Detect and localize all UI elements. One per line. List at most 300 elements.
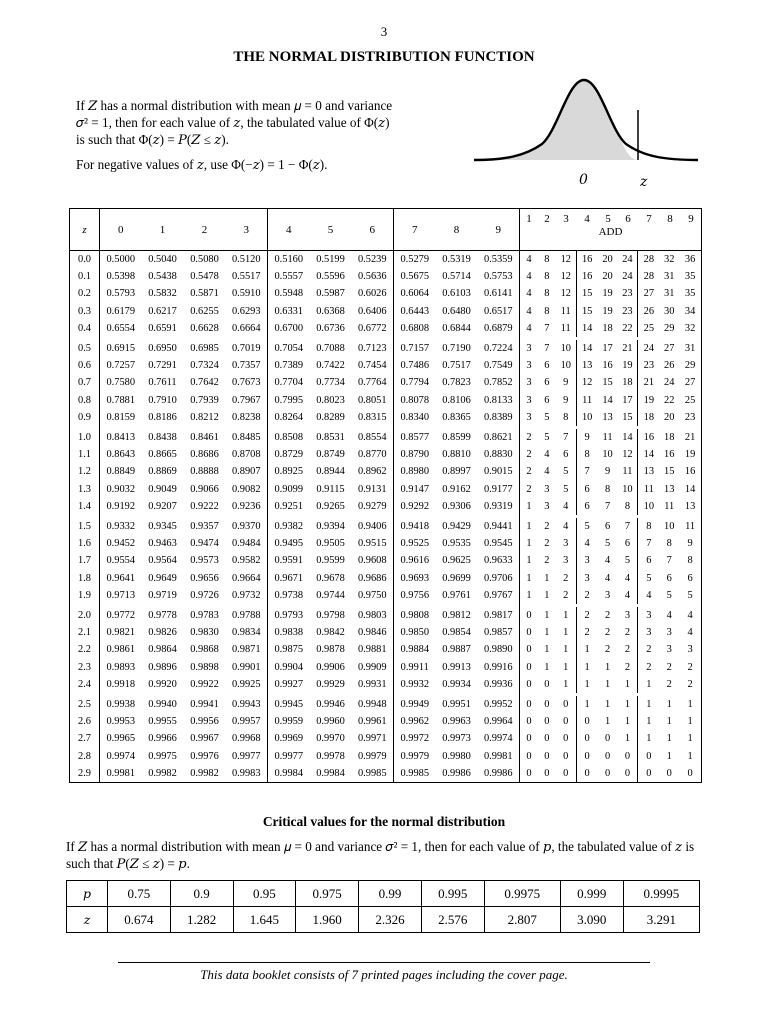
add-value: 0 [666, 767, 672, 779]
add-value: 0 [526, 716, 532, 728]
phi-value: 0.7019 [231, 343, 261, 355]
add-value: 5 [637, 570, 659, 587]
add-value: 14 [637, 446, 659, 463]
add-value: 12 [560, 254, 571, 265]
add-value: 24 [664, 377, 675, 389]
phi-value: 0.9981 [483, 750, 513, 762]
phi-value: 0.8212 [190, 411, 219, 423]
phi-value: 0.9808 [394, 604, 436, 624]
phi-value: 0.9649 [148, 572, 177, 584]
add-value: 2 [576, 587, 598, 604]
phi-value: 0.9406 [357, 521, 387, 533]
add-value: 1 [563, 661, 569, 673]
add-value: 27 [684, 377, 696, 389]
add-value: 1 [563, 678, 569, 690]
add-value: 1 [604, 678, 611, 690]
add-value: 2 [624, 661, 631, 673]
phi-value: 0.9838 [268, 624, 310, 641]
phi-value: 0.7794 [394, 374, 436, 391]
phi-value: 0.9732 [231, 589, 261, 601]
phi-value: 0.5120 [231, 254, 261, 265]
phi-value: 0.9082 [231, 483, 261, 495]
add-value: 4 [563, 521, 569, 533]
table-row [70, 251, 702, 269]
critical-z-value: 0.674 [108, 907, 171, 933]
phi-value: 0.6368 [316, 305, 345, 317]
z-value: 0.9 [78, 411, 91, 423]
phi-value: 0.6141 [483, 288, 513, 300]
phi-value: 0.7881 [100, 392, 142, 409]
phi-value: 0.9474 [190, 538, 219, 550]
z-value: 2.2 [78, 644, 91, 656]
negative-values-note: For negative values of 𝑧, use Φ(−𝑧) = 1 − Φ(𝑧). [76, 157, 328, 172]
add-value: 0 [526, 699, 532, 711]
phi-value: 0.8106 [442, 394, 471, 406]
phi-value: 0.5398 [100, 268, 142, 285]
phi-value: 0.9854 [442, 627, 471, 639]
phi-value: 0.9671 [268, 570, 310, 587]
add-values [520, 481, 702, 498]
phi-value: 0.9850 [394, 624, 436, 641]
add-values [520, 268, 702, 285]
phi-value: 0.7734 [316, 377, 345, 389]
add-value: 19 [622, 360, 633, 372]
add-value: 4 [637, 587, 659, 604]
add-value: 10 [622, 483, 633, 495]
phi-value: 0.9960 [316, 716, 345, 728]
phi-value: 0.5040 [148, 254, 177, 265]
phi-value: 0.9949 [394, 693, 436, 713]
phi-value: 0.7257 [100, 357, 142, 374]
phi-value: 0.9633 [483, 555, 513, 567]
critical-z-value: 3.291 [623, 907, 699, 933]
add-value: 19 [684, 449, 696, 461]
add-value: 1 [666, 750, 672, 762]
add-value: 8 [544, 271, 550, 283]
add-value: 3 [666, 627, 672, 639]
add-value: 9 [604, 466, 611, 478]
add-value: 1 [526, 572, 532, 584]
add-value: 2 [666, 678, 672, 690]
critical-values-table [66, 880, 700, 933]
add-digit-5: 5 [605, 213, 611, 225]
add-value: 21 [622, 343, 633, 355]
add-value: 7 [563, 432, 569, 444]
add-value: 21 [684, 432, 696, 444]
phi-value: 0.9898 [190, 661, 219, 673]
phi-value: 0.5714 [442, 271, 471, 283]
add-value: 1 [687, 733, 693, 745]
phi-value: 0.9678 [316, 572, 345, 584]
z-value: 1.9 [78, 589, 91, 601]
phi-value: 0.8907 [231, 466, 261, 478]
phi-value: 0.7549 [483, 360, 513, 372]
add-value: 17 [602, 343, 613, 355]
phi-value: 0.9857 [483, 627, 513, 639]
phi-value: 0.9957 [231, 716, 261, 728]
z-value: 1.2 [78, 466, 91, 478]
phi-value: 0.7910 [148, 394, 177, 406]
table-row [70, 730, 702, 747]
intro-paragraph: If 𝑍 has a normal distribution with mean 𝜇 = 0 and variance 𝜎² = 1, then for each value of 𝑧, the tabulated value of Φ(𝑧) is such that Φ(𝑧) = 𝑃(𝑍 ≤ 𝑧). [76, 98, 393, 147]
add-value: 16 [637, 429, 659, 446]
add-value: 1 [526, 538, 532, 550]
phi-value: 0.6591 [148, 322, 177, 334]
z-value: 2.5 [78, 699, 91, 711]
phi-value: 0.9931 [357, 678, 387, 690]
phi-value: 0.9382 [268, 515, 310, 535]
add-value: 2 [526, 483, 532, 495]
z-value: 2.4 [78, 678, 91, 690]
phi-value: 0.9967 [190, 733, 219, 745]
z-value: 2.3 [78, 661, 91, 673]
phi-value: 0.5675 [394, 268, 436, 285]
add-value: 12 [576, 374, 598, 391]
add-value: 1 [624, 699, 631, 711]
add-value: 2 [624, 627, 631, 639]
phi-value: 0.8051 [357, 394, 387, 406]
curve-label-zero: 0 [579, 172, 588, 188]
p-value: 0.75 [108, 881, 171, 907]
add-value: 1 [687, 699, 693, 711]
phi-value: 0.7642 [190, 377, 219, 389]
add-values [520, 730, 702, 747]
add-value: 1 [544, 572, 550, 584]
phi-value: 0.9952 [483, 699, 513, 711]
phi-value: 0.8770 [357, 449, 387, 461]
phi-value: 0.9896 [148, 661, 177, 673]
phi-value: 0.5871 [190, 288, 219, 300]
add-value: 7 [637, 535, 659, 552]
phi-value: 0.9918 [100, 676, 142, 693]
add-value: 6 [544, 377, 550, 389]
z-value: 0.0 [78, 254, 91, 265]
add-values [520, 535, 702, 552]
p-value: 0.9995 [623, 881, 699, 907]
phi-value: 0.7157 [394, 337, 436, 357]
add-value: 1 [637, 676, 659, 693]
add-value: 4 [526, 254, 532, 265]
add-values [520, 659, 702, 676]
add-value: 27 [637, 285, 659, 302]
add-digit-9: 9 [688, 213, 694, 225]
add-value: 11 [560, 305, 571, 317]
phi-value: 0.9515 [357, 538, 387, 550]
phi-value: 0.9131 [357, 483, 387, 495]
add-value: 27 [664, 343, 675, 355]
column-header-1: 1 [142, 209, 184, 251]
add-values [520, 693, 702, 713]
phi-value: 0.5753 [483, 271, 513, 283]
add-value: 34 [684, 305, 696, 317]
table-row [70, 285, 702, 302]
add-values [520, 426, 702, 446]
table-row [70, 659, 702, 676]
z-value: 0.4 [78, 322, 91, 334]
phi-value: 0.9871 [231, 644, 261, 656]
phi-value: 0.9357 [190, 521, 219, 533]
phi-value: 0.8238 [231, 411, 261, 423]
phi-value: 0.8888 [190, 466, 219, 478]
phi-value: 0.9964 [483, 716, 513, 728]
phi-value: 0.9599 [316, 555, 345, 567]
add-value: 25 [637, 320, 659, 337]
phi-value: 0.6103 [442, 288, 471, 300]
phi-value: 0.9641 [100, 570, 142, 587]
phi-value: 0.8749 [316, 449, 345, 461]
phi-value: 0.7852 [483, 377, 513, 389]
phi-value: 0.7764 [357, 377, 387, 389]
add-value: 0 [526, 661, 532, 673]
add-value: 10 [560, 343, 571, 355]
add-value: 7 [576, 463, 598, 480]
phi-value: 0.8078 [394, 392, 436, 409]
add-value: 18 [664, 432, 675, 444]
add-value: 2 [604, 644, 611, 656]
phi-value: 0.9292 [394, 498, 436, 515]
phi-value: 0.9962 [394, 713, 436, 730]
table-row [70, 693, 702, 713]
add-value: 6 [576, 498, 598, 515]
add-value: 4 [526, 288, 532, 300]
add-value: 10 [637, 498, 659, 515]
z-value: 1.3 [78, 483, 91, 495]
phi-value: 0.9938 [100, 693, 142, 713]
phi-value: 0.9956 [190, 716, 219, 728]
table-row [70, 624, 702, 641]
add-value: 5 [544, 432, 550, 444]
add-value: 8 [576, 446, 598, 463]
add-value: 24 [622, 254, 633, 265]
table-row [70, 426, 702, 446]
add-value: 18 [602, 322, 613, 334]
add-value: 1 [563, 610, 569, 622]
phi-value: 0.5080 [190, 254, 219, 265]
add-value: 1 [526, 589, 532, 601]
phi-value: 0.7324 [190, 360, 219, 372]
table-row [70, 713, 702, 730]
phi-value: 0.9279 [357, 500, 387, 512]
phi-value: 0.9418 [394, 515, 436, 535]
phi-value: 0.6331 [268, 303, 310, 320]
phi-value: 0.8023 [316, 394, 345, 406]
critical-z-value: 3.090 [560, 907, 623, 933]
add-value: 6 [637, 552, 659, 569]
add-value: 13 [684, 500, 696, 512]
add-value: 11 [664, 500, 675, 512]
add-value: 0 [526, 627, 532, 639]
phi-value: 0.9177 [483, 483, 513, 495]
add-values [520, 641, 702, 658]
add-value: 0 [604, 767, 611, 779]
add-value: 1 [624, 678, 631, 690]
add-value: 4 [687, 610, 693, 622]
phi-value: 0.7454 [357, 360, 387, 372]
phi-value: 0.6026 [357, 288, 387, 300]
phi-value: 0.6664 [231, 322, 261, 334]
add-value: 0 [637, 765, 659, 782]
phi-value: 0.7995 [268, 392, 310, 409]
phi-value: 0.9940 [148, 699, 177, 711]
phi-value: 0.9971 [357, 733, 387, 745]
add-digits [520, 209, 701, 225]
add-values [520, 320, 702, 337]
phi-value: 0.8830 [483, 449, 513, 461]
phi-value: 0.9904 [268, 659, 310, 676]
add-value: 1 [563, 627, 569, 639]
add-value: 1 [624, 716, 631, 728]
add-value: 0 [526, 610, 532, 622]
add-value: 22 [664, 394, 675, 406]
phi-value: 0.8643 [100, 446, 142, 463]
add-value: 29 [664, 322, 675, 334]
phi-value: 0.9306 [442, 500, 471, 512]
phi-value: 0.9750 [357, 589, 387, 601]
z-value: 1.1 [78, 449, 91, 461]
phi-value: 0.5199 [316, 254, 345, 265]
z-value: 2.8 [78, 750, 91, 762]
add-value: 5 [563, 483, 569, 495]
z-value: 2.0 [78, 610, 91, 622]
add-value: 1 [526, 555, 532, 567]
phi-value: 0.9713 [100, 587, 142, 604]
phi-value: 0.9582 [231, 555, 261, 567]
table-row [70, 587, 702, 604]
z-column-header: z [70, 209, 100, 251]
footer-divider [118, 962, 650, 963]
add-value: 2 [526, 466, 532, 478]
add-value: 1 [604, 699, 611, 711]
phi-value: 0.7123 [357, 343, 387, 355]
phi-value: 0.9887 [442, 644, 471, 656]
add-value: 5 [624, 555, 631, 567]
critical-z-value: 2.807 [484, 907, 560, 933]
add-value: 15 [664, 466, 675, 478]
add-values [520, 515, 702, 535]
add-value: 11 [602, 432, 613, 444]
add-value: 28 [637, 251, 659, 268]
add-label: ADD [598, 226, 623, 238]
z-value: 1.0 [78, 432, 91, 444]
phi-value: 0.9656 [190, 572, 219, 584]
add-value: 19 [602, 305, 613, 317]
phi-value: 0.9066 [190, 483, 219, 495]
z-value: 1.6 [78, 538, 91, 550]
phi-value: 0.9554 [100, 552, 142, 569]
column-header-0: 0 [100, 209, 142, 251]
add-value: 8 [687, 555, 693, 567]
add-value: 1 [666, 716, 672, 728]
add-value: 11 [637, 481, 659, 498]
add-value: 1 [544, 644, 550, 656]
add-value: 1 [526, 500, 532, 512]
add-value: 5 [666, 589, 672, 601]
phi-value: 0.9984 [316, 767, 345, 779]
phi-value: 0.9842 [316, 627, 345, 639]
z-value: 1.7 [78, 555, 91, 567]
phi-value: 0.9236 [231, 500, 261, 512]
table-row [70, 641, 702, 658]
phi-value: 0.9032 [100, 481, 142, 498]
z-value: 2.1 [78, 627, 91, 639]
add-value: 0 [526, 750, 532, 762]
phi-value: 0.6480 [442, 305, 471, 317]
add-values [520, 251, 702, 269]
add-value: 16 [602, 360, 613, 372]
add-value: 16 [576, 268, 598, 285]
add-value: 1 [576, 659, 598, 676]
phi-value: 0.9983 [231, 767, 261, 779]
table-row [70, 409, 702, 426]
normal-curve-diagram [470, 72, 702, 164]
add-value: 3 [526, 394, 532, 406]
add-value: 9 [563, 394, 569, 406]
add-value: 31 [664, 271, 675, 283]
p-value: 0.9 [170, 881, 233, 907]
add-values [520, 285, 702, 302]
add-value: 0 [576, 730, 598, 747]
add-value: 36 [684, 254, 696, 265]
phi-value: 0.9525 [394, 535, 436, 552]
add-value: 8 [544, 288, 550, 300]
phi-value: 0.9162 [442, 483, 471, 495]
p-label: p [67, 881, 108, 907]
phi-value: 0.7357 [231, 360, 261, 372]
add-value: 10 [576, 409, 598, 426]
add-value: 16 [684, 466, 696, 478]
phi-value: 0.9394 [316, 521, 345, 533]
phi-value: 0.8869 [148, 466, 177, 478]
add-value: 3 [544, 500, 550, 512]
phi-value: 0.9207 [148, 500, 177, 512]
add-header [520, 209, 702, 251]
add-value: 8 [666, 538, 672, 550]
add-value: 2 [526, 432, 532, 444]
add-value: 25 [684, 394, 696, 406]
phi-value: 0.9545 [483, 538, 513, 550]
add-value: 3 [526, 411, 532, 423]
phi-value: 0.9686 [357, 572, 387, 584]
phi-value: 0.9726 [190, 589, 219, 601]
phi-value: 0.6443 [394, 303, 436, 320]
phi-value: 0.5517 [231, 271, 261, 283]
phi-value: 0.9893 [100, 659, 142, 676]
add-value: 4 [563, 500, 569, 512]
phi-value: 0.9812 [442, 610, 471, 622]
phi-value: 0.9345 [148, 521, 177, 533]
phi-value: 0.9979 [394, 748, 436, 765]
phi-value: 0.7517 [442, 360, 471, 372]
add-value: 0 [526, 644, 532, 656]
phi-value: 0.6879 [483, 322, 513, 334]
phi-value: 0.8438 [148, 432, 177, 444]
add-value: 4 [604, 572, 611, 584]
add-value: 7 [666, 555, 672, 567]
phi-value: 0.9147 [394, 481, 436, 498]
add-value: 31 [684, 343, 696, 355]
phi-value: 0.9961 [357, 716, 387, 728]
z-value: 0.5 [78, 343, 91, 355]
add-value: 1 [604, 716, 611, 728]
add-value: 1 [637, 696, 659, 713]
add-value: 16 [576, 251, 598, 268]
phi-value: 0.9982 [190, 767, 219, 779]
add-value: 13 [637, 463, 659, 480]
phi-value: 0.6700 [268, 320, 310, 337]
add-value: 13 [664, 483, 675, 495]
add-value: 19 [637, 392, 659, 409]
table-row [70, 463, 702, 480]
